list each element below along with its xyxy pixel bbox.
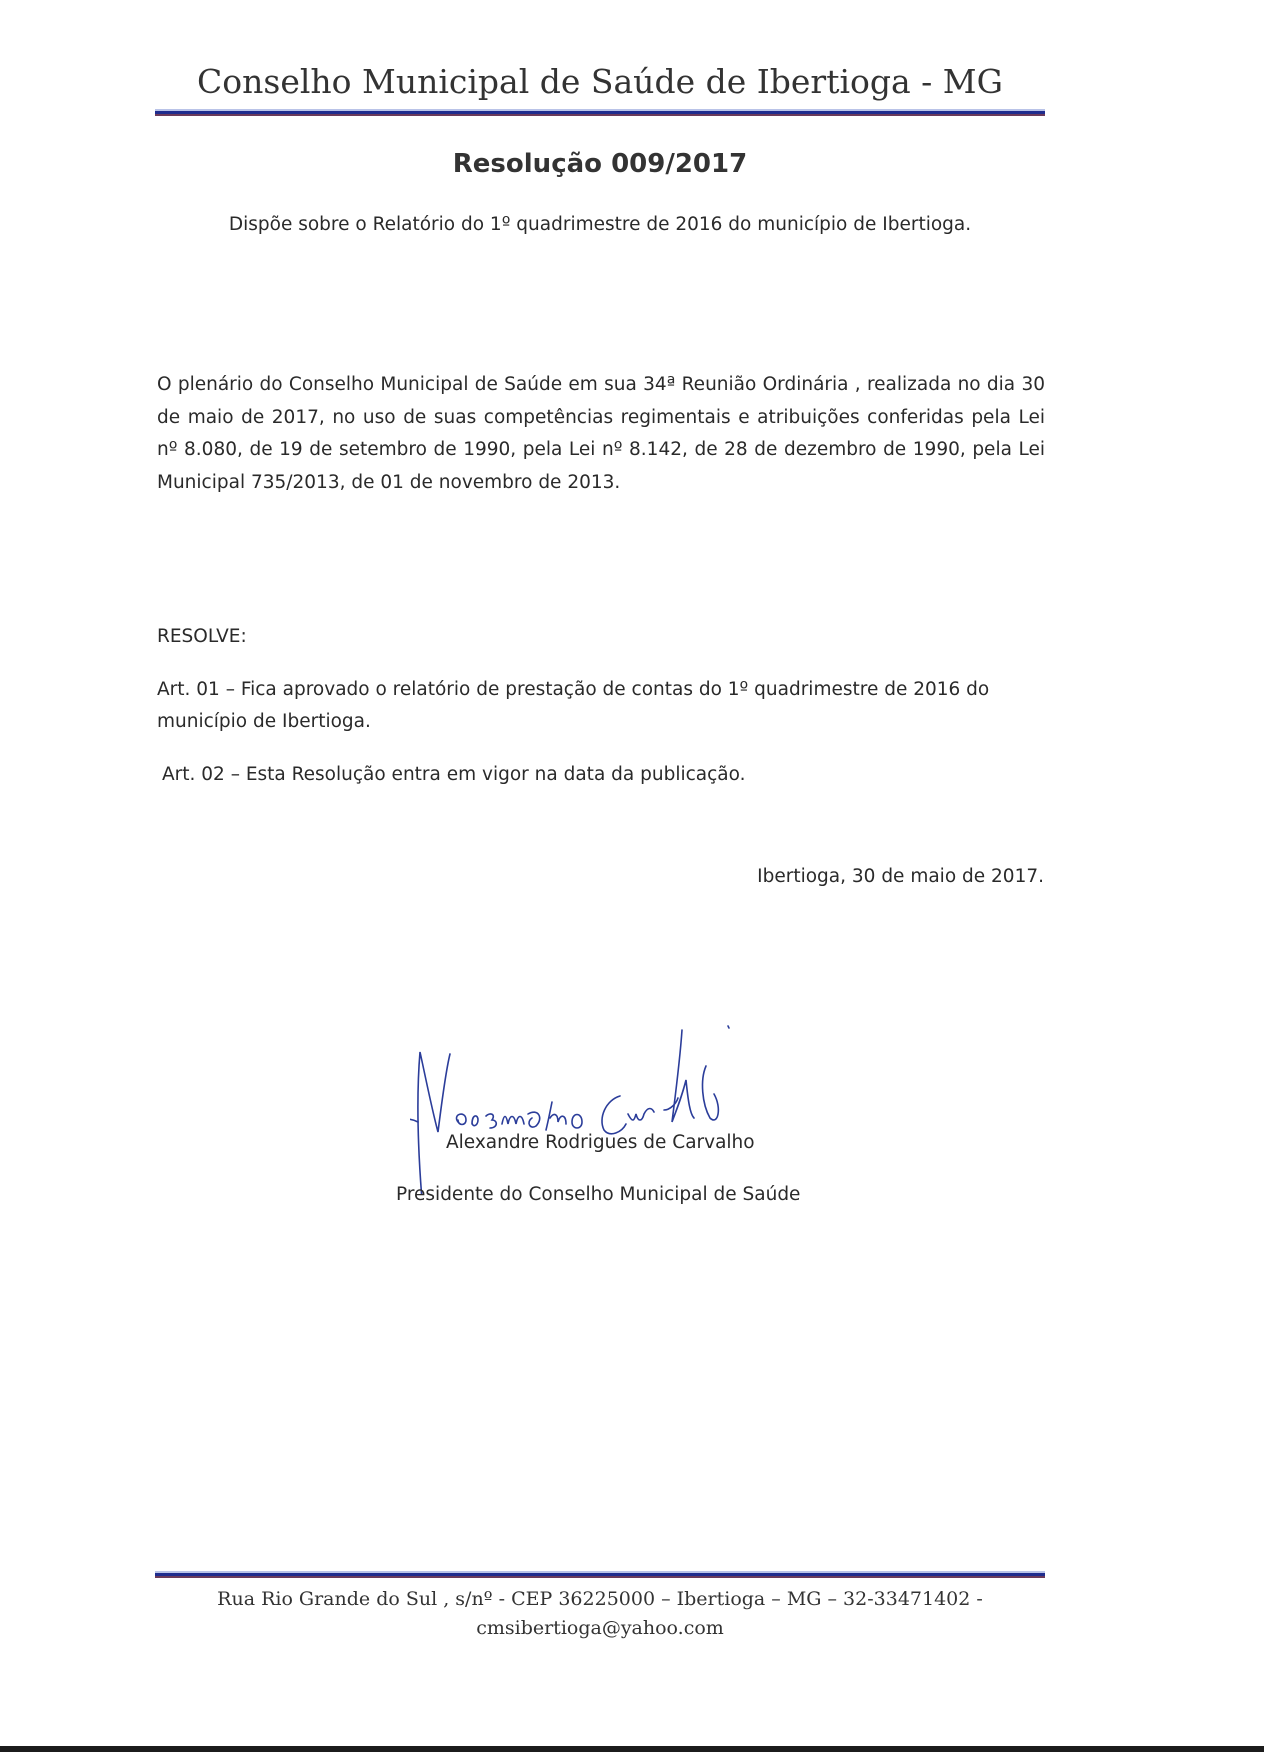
footer-address-line: Rua Rio Grande do Sul , s/nº - CEP 36225000 – Ibertioga – MG – 32-33471402 - xyxy=(217,1588,983,1610)
handwritten-signature xyxy=(410,1010,830,1195)
resolve-label: RESOLVE: xyxy=(157,626,247,647)
resolution-subject: Dispõe sobre o Relatório do 1º quadrimestre de 2016 do município de Ibertioga. xyxy=(228,214,972,235)
signer-role: Presidente do Conselho Municipal de Saúde xyxy=(396,1184,801,1205)
footer-email: cmsibertioga@yahoo.com xyxy=(476,1617,724,1639)
place-date: Ibertioga, 30 de maio de 2017. xyxy=(757,866,1044,887)
footer-address xyxy=(155,1585,1045,1643)
resolution-title: Resolução 009/2017 xyxy=(452,149,748,179)
article-02: Art. 02 – Esta Resolução entra em vigor na data da publicação. xyxy=(162,764,746,785)
preamble-paragraph: O plenário do Conselho Municipal de Saúde em sua 34ª Reunião Ordinária , realizada no dia 30 de maio de 2017, no uso de suas competências regimentais e atribuições conferidas pela Lei nº 8.080, de 19 de setembro de 1990, pela Lei nº 8.142, de 28 de dezembro de 1990, pela Lei Municipal 735/2013, de 01 de novembro de 2013. xyxy=(157,374,1045,493)
header-rule xyxy=(155,109,1045,116)
signer-name: Alexandre Rodrigues de Carvalho xyxy=(446,1132,755,1153)
scan-edge xyxy=(0,1746,1264,1752)
council-header-title: Conselho Municipal de Saúde de Ibertioga - MG xyxy=(197,62,1003,101)
article-01: Art. 01 – Fica aprovado o relatório de prestação de contas do 1º quadrimestre de 2016 do município de Ibertioga. xyxy=(157,679,990,732)
footer-rule xyxy=(155,1571,1045,1578)
